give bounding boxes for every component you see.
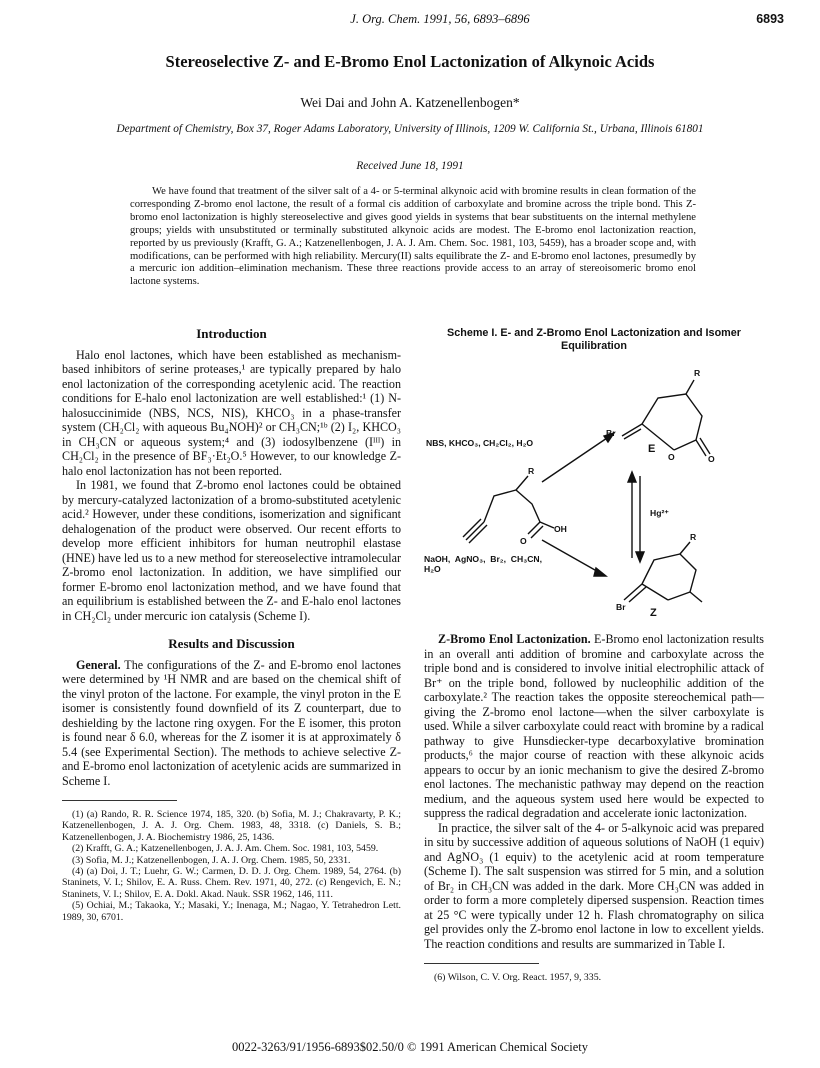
- arrow-to-z: [542, 540, 602, 574]
- label-br-e: Br: [606, 428, 616, 438]
- acid-carbonyl-2: [531, 526, 543, 538]
- results-heading: Results and Discussion: [168, 636, 295, 651]
- z-r-bond: [680, 542, 690, 554]
- general-paragraph: [62, 658, 401, 789]
- z-lactone-ring-o: [642, 584, 668, 600]
- footnote-rule: [62, 800, 177, 801]
- general-text: The configurations of the Z- and E-bromo enol lactones were determined by ¹H NMR and are based on the chemical shift of the vinyl proton of the lactone. For example, the vinyl proton in the E isomer is consistently found downfield of its Z counterpart, due to deshielding by the lactone ring oxygen. For the E isomer, this proton is found near δ 6.0, whereas for the Z isomer it is at approximately δ 5.4 (see Experimental Section). The methods to achieve selective Z- and E-bromo enol lactonization of acetylenic acids are summarized in Scheme I.: [62, 657, 401, 788]
- e-lactone-ring-o: [642, 424, 674, 450]
- z-carbonyl-bond: [690, 592, 702, 602]
- z-vinyl-bond-2: [629, 587, 646, 602]
- reagents-bottom: NaOH, AgNO₃, Br₂, CH₃CN, H₂O: [424, 554, 542, 574]
- general-runin: General.: [76, 657, 121, 672]
- equilibrium-arrow-up-head: [628, 472, 636, 482]
- right-column: [424, 327, 764, 983]
- e-r-bond: [686, 380, 694, 394]
- footnote-2: (2) Krafft, G. A.; Katzenellenbogen, J. A. J. Am. Chem. Soc. 1981, 103, 5459.: [72, 843, 379, 855]
- label-oh: OH: [554, 524, 567, 534]
- label-r-e: R: [694, 368, 701, 378]
- authors: Wei Dai and John A. Katzenellenbogen*: [300, 95, 520, 110]
- intro-paragraph-2: In 1981, we found that Z-bromo enol lactones could be obtained by mercury-catalyzed lactonization of a bromo-substituted acetylenic acid.² However, under these conditions, isomerization and significant dehalogenation of the product were observed. Our recent efforts to develop more efficient inhibitors for human neutrophil elastase (HNE) have led us to a new method for stereoselective intramolecular Z-bromo enol lactonization. In addition, we have simplified our former E-bromo enol lactonization method, and we have found that an equilibrium is established between the Z- and E-halo enol lactones in CH₂Cl₂ under mercuric ion catalysis (Scheme I).: [62, 478, 401, 623]
- scheme-figure: [424, 354, 764, 619]
- arrow-to-z-head: [594, 568, 606, 576]
- reagents-top: NBS, KHCO₃, CH₂Cl₂, H₂O: [426, 438, 534, 448]
- z-lactone-ring: [642, 554, 696, 600]
- footnote-3: (3) Sofia, M. J.; Katzenellenbogen, J. A. J. Org. Chem. 1985, 50, 2331.: [72, 854, 351, 866]
- acid-r-bond: [516, 476, 528, 490]
- footnote-4: (4) (a) Doi, J. T.; Luehr, G. W.; Carmen, D. D. J. Org. Chem. 1989, 54, 2764. (b) Staninets, V. I.; Shilov, E. A. Russ. Chem. Rev. 1971, 40, 272. (c) Rengevich, E. N.; Staninets, V. I.; Shilov, E. A. Dokl. Akad. Nauk. SSR 1962, 146, 111.: [62, 866, 401, 900]
- left-column: [62, 327, 401, 923]
- arrow-to-e: [542, 436, 610, 482]
- label-br-z: Br: [616, 602, 626, 612]
- footnote-rule-right: [424, 963, 539, 964]
- label-z: Z: [650, 607, 657, 619]
- journal-citation: J. Org. Chem. 1991, 56, 6893–6896: [350, 12, 530, 26]
- label-e: E: [648, 443, 656, 455]
- zbromo-runin: Z-Bromo Enol Lactonization.: [438, 632, 591, 646]
- label-hg: Hg²⁺: [650, 508, 669, 518]
- e-lactone-ring: [642, 394, 702, 450]
- footnote-1: (1) (a) Rando, R. R. Science 1974, 185, 320. (b) Sofia, M. J.; Chakravarty, P. K.; Katzenellenbogen, J. A. J. Org. Chem. 1983, 48, 3318. (c) Daniels, S. B.; Katzenellenbogen, J. A. Biochemistry 1986, 25, 1436.: [62, 809, 401, 843]
- footnote-5: (5) Ochiai, M.; Takaoka, Y.; Masaki, Y.; Inenaga, M.; Nagao, Y. Tetrahedron Lett. 1989, 30, 6701.: [62, 900, 401, 923]
- acid-carbonyl: [528, 522, 540, 534]
- received-date: Received June 18, 1991: [356, 160, 464, 172]
- abstract: We have found that treatment of the silver salt of a 4- or 5-terminal alkynoic acid with bromine results in clean formation of the corresponding Z-bromo enol lactone, the result of a formal cis addition of carboxylate and bromine across the triple bond. This Z-bromo enol lactonization is highly stereoselective and gives good yields in systems that bear substituents on the internal methylene groups; yields with unsubstituted or terminally substituted alkynoic acids are modest. The E-bromo enol lactonization reaction, reported by us previously (Krafft, G. A.; Katzenellenbogen, J. A. J. Am. Chem. Soc. 1981, 103, 5459), has a broader scope and, with modifications, can be performed with high reliability. Mercury(II) salts equilibrate the Z- and E-bromo enol lactones, presumedly by a mercuric ion addition–elimination mechanism. These three reactions provide access to an array of stereoisomeric bromo enol lactone systems.: [130, 186, 696, 288]
- acid-chain: [484, 490, 540, 522]
- zbromo-paragraph-2: In practice, the silver salt of the 4- or 5-alkynoic acid was prepared in situ by successive addition of aqueous solutions of NaOH (1 equiv) and AgNO₃ (1 equiv) to the acetylenic acid at room temperature (Scheme I). The salt suspension was stirred for 5 min, and a solution of Br₂ in CH₃CN was added in the dark. More CH₃CN was added in order to form a more completely dipersed suspension. Reaction times at 25 °C were typically under 12 h. Flash chromatography on silica gel provides only the Z-bromo enol lactone in low to excellent yields. The reaction conditions and results are summarized in Table I.: [424, 820, 764, 951]
- zbromo-paragraph-1: [424, 632, 764, 821]
- affiliation: Department of Chemistry, Box 37, Roger Adams Laboratory, University of Illinois, 1209 W. California St., Urbana, Illinois 61801: [116, 123, 704, 135]
- e-carbonyl-bond-2: [700, 438, 710, 454]
- label-o-acid: O: [520, 536, 527, 546]
- introduction-heading: Introduction: [196, 326, 267, 341]
- label-r-acid: R: [528, 466, 535, 476]
- page-number: 6893: [756, 12, 784, 26]
- zbromo-text-1: E-Bromo enol lactonization results in an overall anti addition of bromine and carboxylate across the triple bond and is considered to involve initial electrophilic attack of Br⁺ on the triple bond, followed by nucleophilic addition of the carboxylate.² The reaction takes the opposite stereochemical path—giving the Z-bromo enol lactone—when the silver carboxylate is used. While a silver carboxylate could react with bromine by a radical pathway to give Hunsdiecker-type decarboxylative bromination products,⁶ the major course of reaction with these alkynoic acids appears to occur by an ionic mechanism to give the desired Z-bromo enol lactones. The mechanistic pathway may depend on the reaction medium, and the aqueous system used here would be expected to suppress the radical degradation and accelerate ionic lactonization.: [424, 632, 764, 820]
- copyright-footer: 0022-3263/91/1956-6893$02.50/0 © 1991 American Chemical Society: [232, 1040, 588, 1054]
- label-o-ring-e: O: [668, 452, 675, 462]
- scheme-caption: Scheme I. E- and Z-Bromo Enol Lactonization and Isomer Equilibration: [447, 327, 741, 352]
- label-r-z: R: [690, 532, 697, 542]
- footnote-6: (6) Wilson, C. V. Org. React. 1957, 9, 335.: [434, 972, 602, 983]
- article-title: Stereoselective Z- and E-Bromo Enol Lactonization of Alkynoic Acids: [165, 52, 655, 71]
- e-carbonyl-bond: [696, 440, 706, 456]
- equilibrium-arrow-down-head: [636, 552, 644, 562]
- label-o-carbonyl-e: O: [708, 454, 715, 464]
- intro-paragraph-1: Halo enol lactones, which have been established as mechanism-based inhibitors of serine proteases,¹ are typically prepared by halo enol lactonization of the corresponding acetylenic acid. The reaction conditions for E-halo enol lactonization are well established:¹ (1) N-halosuccinimide (NBS, NCS, NIS), KHCO₃ in a phase-transfer system (CH₂Cl₂ with aqueous Bu₄NOH)² or CH₃CN;¹ᵇ (2) I₂, KHCO₃ in CH₃CN or aqueous system;⁴ and (3) iodosylbenzene (Iᴵᴵᴵ) in CH₂Cl₂ in the presence of BF₃·Et₂O.⁵ However, to our knowledge Z-halo enol lactonization has not been reported.: [62, 347, 401, 478]
